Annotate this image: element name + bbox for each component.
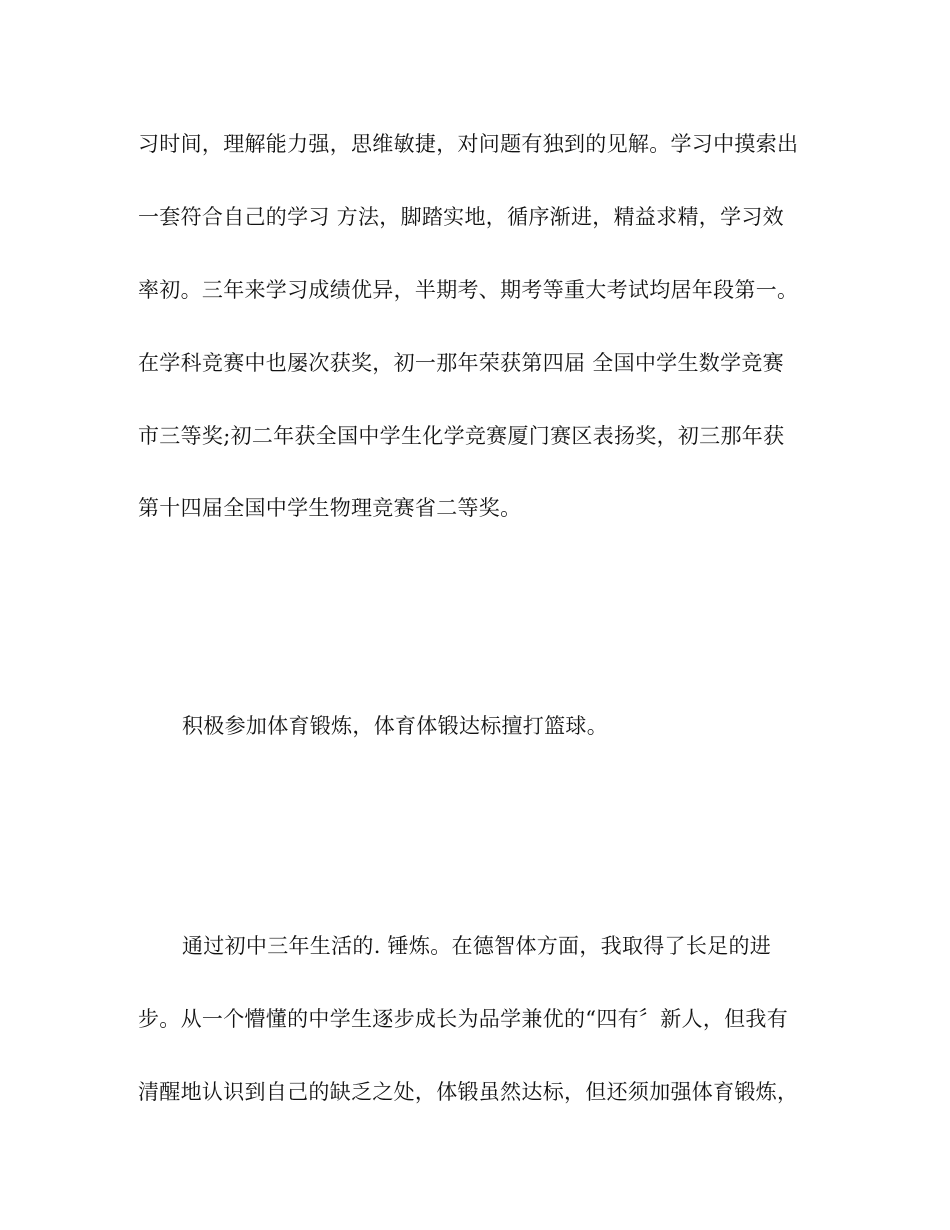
text-line: 一套符合自己的学习 方法，脚踏实地，循序渐进，精益求精，学习效	[138, 205, 784, 229]
text-line: 通过初中三年生活的. 锤炼。在德智体方面，我取得了长足的进	[182, 934, 772, 958]
text-line: 积极参加体育锻炼，体育体锻达标擅打篮球。	[182, 714, 608, 738]
text-line: 第十四届全国中学生物理竞赛省二等奖。	[138, 496, 522, 520]
text-line: 市三等奖;初二年获全国中学生化学竞赛厦门赛区表扬奖，初三那年获	[138, 424, 785, 448]
text-line: 在学科竞赛中也屡次获奖，初一那年荣获第四届 全国中学生数学竞赛	[138, 351, 784, 375]
text-line: 习时间，理解能力强，思维敏捷，对问题有独到的见解。学习中摸索出	[138, 132, 799, 156]
text-line: 清醒地认识到自己的缺乏之处，体锻虽然达标，但还须加强体育锻炼，	[138, 1080, 799, 1104]
text-line: 率初。三年来学习成绩优异，半期考、期考等重大考试均居年段第一。	[138, 278, 799, 302]
text-line: 步。从一个懵懂的中学生逐步成长为品学兼优的“四有〞新人，但我有	[138, 1007, 789, 1031]
